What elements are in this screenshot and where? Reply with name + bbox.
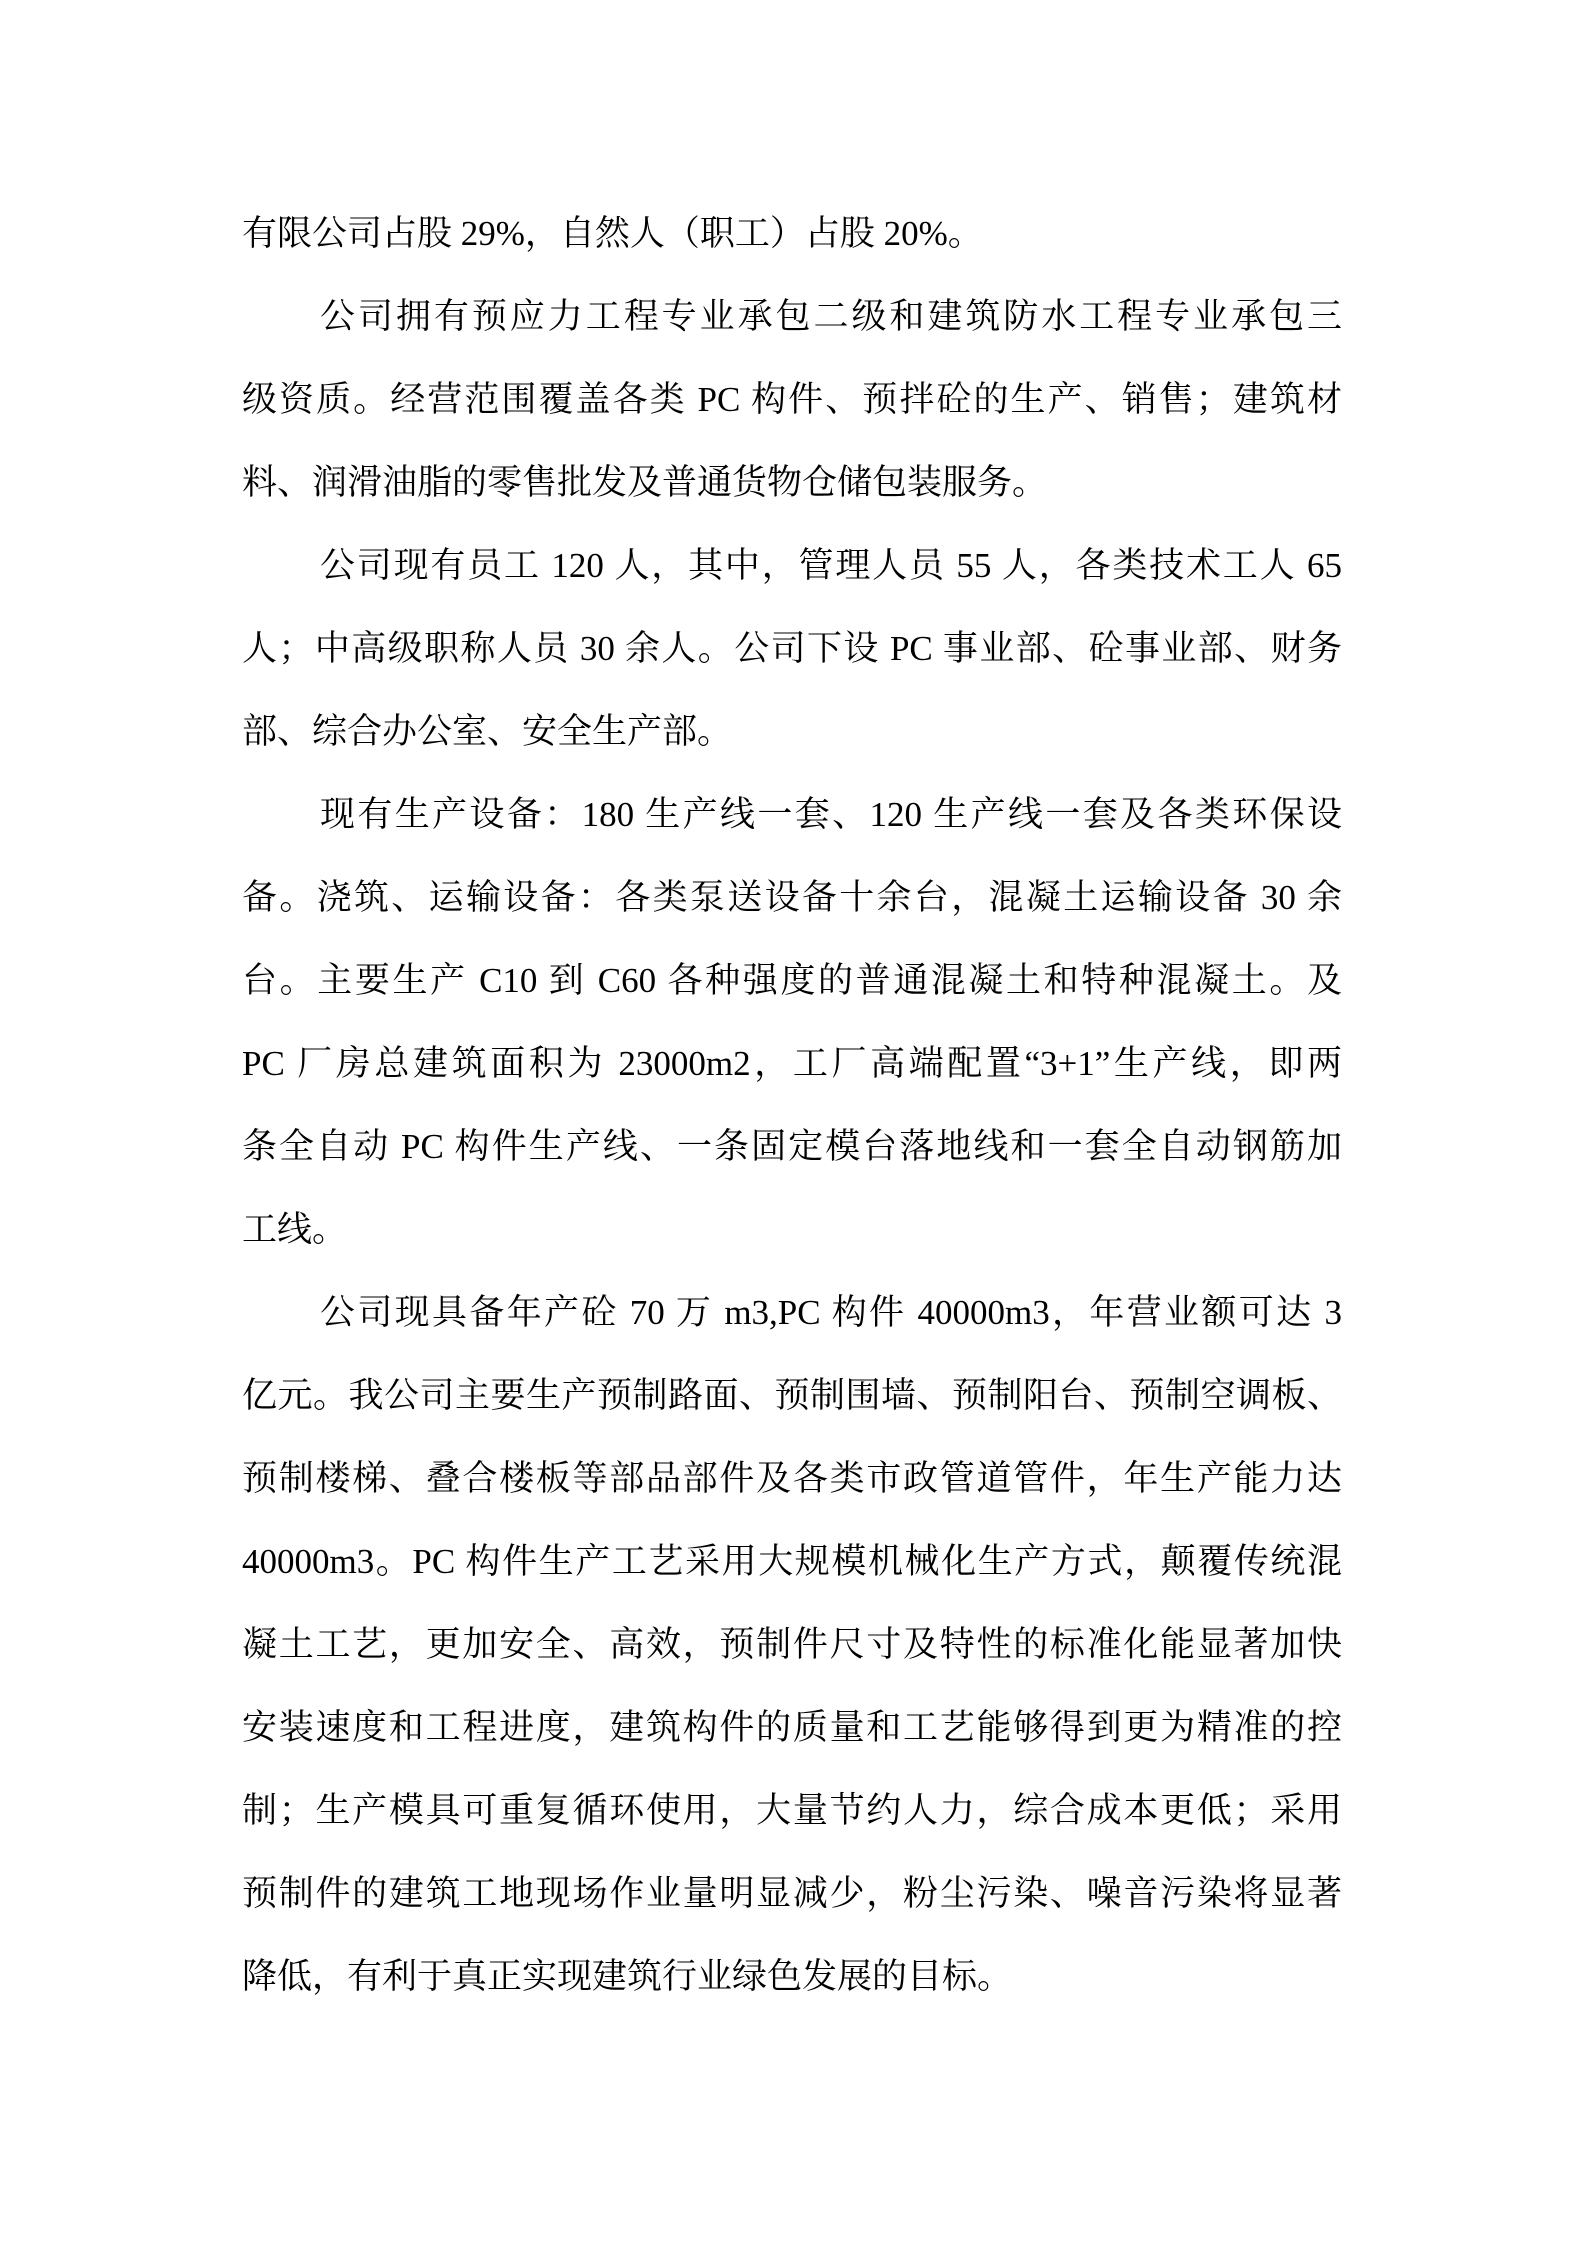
text-line: 条全自动 PC 构件生产线、一条固定模台落地线和一套全自动钢筋加 bbox=[242, 1127, 1342, 1166]
text-line: 公司拥有预应力工程专业承包二级和建筑防水工程专业承包三 bbox=[320, 297, 1342, 336]
text-line: 亿元。我公司主要生产预制路面、预制围墙、预制阳台、预制空调板、 bbox=[242, 1376, 1342, 1415]
text-line: 工线。 bbox=[242, 1210, 348, 1249]
text-line: 公司现具备年产砼 70 万 m3,PC 构件 40000m3，年营业额可达 3 bbox=[320, 1293, 1342, 1332]
text-line: 级资质。经营范围覆盖各类 PC 构件、预拌砼的生产、销售；建筑材 bbox=[242, 380, 1342, 419]
text-line: 降低，有利于真正实现建筑行业绿色发展的目标。 bbox=[242, 1957, 1013, 1996]
text-line: 凝土工艺，更加安全、高效，预制件尺寸及特性的标准化能显著加快 bbox=[242, 1625, 1342, 1664]
text-line: PC 厂房总建筑面积为 23000m2，工厂高端配置“3+1”生产线，即两 bbox=[242, 1044, 1342, 1083]
text-line: 台。主要生产 C10 到 C60 各种强度的普通混凝土和特种混凝土。及 bbox=[242, 961, 1342, 1000]
text-line: 公司现有员工 120 人，其中，管理人员 55 人，各类技术工人 65 bbox=[320, 546, 1342, 585]
document-body-text bbox=[242, 192, 1342, 2018]
text-line: 料、润滑油脂的零售批发及普通货物仓储包装服务。 bbox=[242, 463, 1048, 502]
text-line: 部、综合办公室、安全生产部。 bbox=[242, 712, 733, 751]
text-line: 预制件的建筑工地现场作业量明显减少，粉尘污染、噪音污染将显著 bbox=[242, 1874, 1342, 1913]
text-line: 备。浇筑、运输设备：各类泵送设备十余台，混凝土运输设备 30 余 bbox=[242, 878, 1342, 917]
text-line: 现有生产设备：180 生产线一套、120 生产线一套及各类环保设 bbox=[320, 795, 1342, 834]
text-line: 预制楼梯、叠合楼板等部品部件及各类市政管道管件，年生产能力达 bbox=[242, 1459, 1342, 1498]
text-line: 40000m3。PC 构件生产工艺采用大规模机械化生产方式，颠覆传统混 bbox=[242, 1542, 1342, 1581]
text-line: 安装速度和工程进度，建筑构件的质量和工艺能够得到更为精准的控 bbox=[242, 1708, 1342, 1747]
text-line: 有限公司占股 29%，自然人（职工）占股 20%。 bbox=[242, 214, 983, 253]
text-line: 制；生产模具可重复循环使用，大量节约人力，综合成本更低；采用 bbox=[242, 1791, 1342, 1830]
text-line: 人；中高级职称人员 30 余人。公司下设 PC 事业部、砼事业部、财务 bbox=[242, 629, 1342, 668]
